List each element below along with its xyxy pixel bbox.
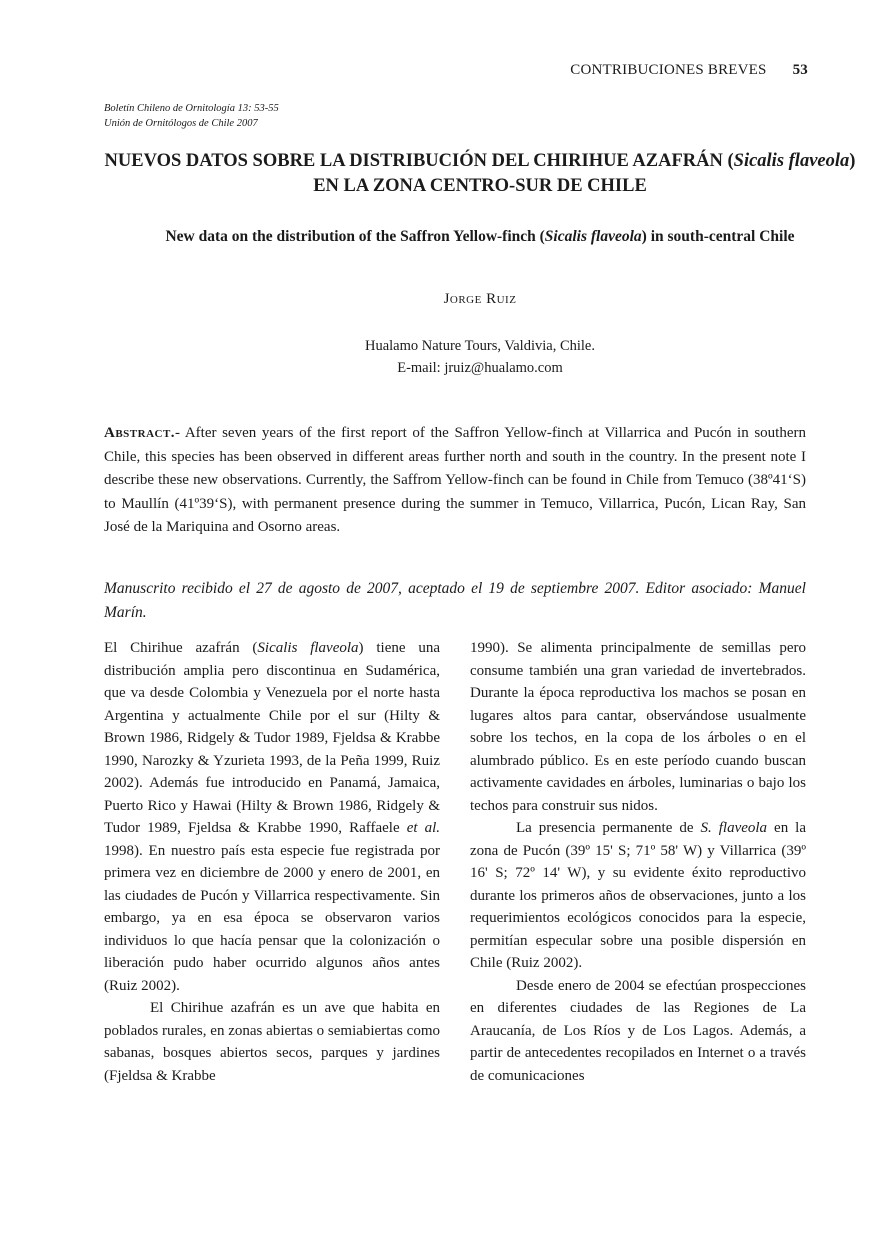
body-column-left [104,637,440,1087]
affiliation-line: Hualamo Nature Tours, Valdivia, Chile. [364,338,595,354]
section-name: CONTRIBUCIONES BREVES [570,62,767,78]
received-note: Manuscrito recibido el 27 de agosto de 2007, aceptado el 19 de septiembre 2007. Editor asociado: Manuel Marín. [104,580,806,621]
p1-text-b: ) tiene una distribución amplia pero discontinua en Sudamérica, que va desde Colombia y Venezuela por el norte hasta Argentina y actualmente Chile por el sur (Hilty & Brown 1986, Ridgely & Tudor 1989, Fjeldsa & Krabbe 1990, Narozky & Yzurieta 1993, de la Peña 1999, Ruiz 2002). Además fue introducido en Panamá, Jamaica, Puerto Rico y Hawai (Hilty & Brown 1986, Ridgely & Tudor 1989, Fjeldsa & Krabbe 1990, Raffaele [104,640,440,836]
p3-text-b: en la zona de Pucón (39º 15' S; 71º 58' W) y Villarrica (39º 16' S; 72º 14' W), y su evidente éxito reproductivo durante los primeros años de observaciones, junto a los requerimientos ecológicos conocidos para la especie, permitían especular sobre una posible dispersión en Chile (Ruiz 2002). [470,820,807,971]
journal-citation [104,101,279,131]
body-column-right [470,637,806,1087]
abstract [104,422,806,540]
running-head [0,62,808,79]
author-name: Jorge Ruiz [443,291,517,307]
abstract-label: Abstract. [104,425,176,441]
title-text-1: NUEVOS DATOS SOBRE LA DISTRIBUCIÓN DEL CHIRIHUE AZAFRÁN ( [104,151,734,171]
title-text-2: ) EN LA ZONA CENTRO-SUR DE CHILE [313,151,856,196]
subtitle-species: Sicalis flaveola [544,228,642,245]
p1-etal: et al. [406,820,441,836]
p1-species: Sicalis flaveola [257,640,359,656]
article-title [104,149,856,199]
citation-line-1: Boletín Chileno de Ornitología 13: 53-55 [104,103,279,114]
email-link[interactable]: E-mail: jruiz@hualamo.com [397,360,563,376]
citation-line-2: Unión de Ornitólogos de Chile 2007 [104,118,258,129]
paragraph-2: El Chirihue azafrán es un ave que habita en poblados rurales, en zonas abiertas o semiabiertas como sabanas, bosques abiertos secos, parques y jardines (Fjeldsa & Krabbe [104,1000,440,1084]
affiliation [104,335,856,379]
p3-species: S. flaveola [700,820,768,836]
page-number: 53 [792,62,808,78]
paragraph-3 [470,817,806,975]
paragraph-4: Desde enero de 2004 se efectúan prospecciones en diferentes ciudades de las Regiones de La Araucanía, de Los Ríos y de Los Lagos. Además, a partir de antecedentes recopilados en Internet o a través de comunicaciones [470,977,806,1084]
paragraph-1 [104,637,440,997]
p1-text-c: 1998). En nuestro país esta especie fue registrada por primera vez en diciembre de 2000 y enero de 2001, en las ciudades de Pucón y Villarrica respectivamente. Sin embargo, ya en esa época se observaron varios individuos lo que hacía pensar que la colonización o liberación pudo haber ocurrido algunos años antes (Ruiz 2002). [104,842,440,994]
subtitle-text-1: New data on the distribution of the Saffron Yellow-finch ( [165,228,545,245]
title-species: Sicalis flaveola [733,151,850,171]
article-subtitle [104,226,856,248]
p1-text-a: El Chirihue azafrán ( [104,640,258,656]
p3-text-a: La presencia permanente de [516,820,701,836]
paragraph-2-continued: 1990). Se alimenta principalmente de semillas pero consume también una gran variedad de invertebrados. Durante la época reproductiva los machos se posan en lugares altos para cantar, observándose usualmente sobre los techos, en la copa de los árboles o en el alumbrado público. Es en este período cuando buscan activamente cavidades en árboles, luminarias o bajo los techos para construir sus nidos. [470,640,806,814]
subtitle-text-2: ) in south-central Chile [641,228,795,245]
abstract-text: - After seven years of the first report of the Saffron Yellow-finch at Villarrica and Pucón in southern Chile, this species has been observed in different areas further north and south in the country. In the present note I describe these new observations. Currently, the Saffrom Yellow-finch can be found in Chile from Temuco (38º41‘S) to Maullín (41º39‘S), with permanent presence during the summer in Temuco, Villarrica, Pucón, Lican Ray, San José de la Mariquina and Osorno areas. [104,425,806,536]
